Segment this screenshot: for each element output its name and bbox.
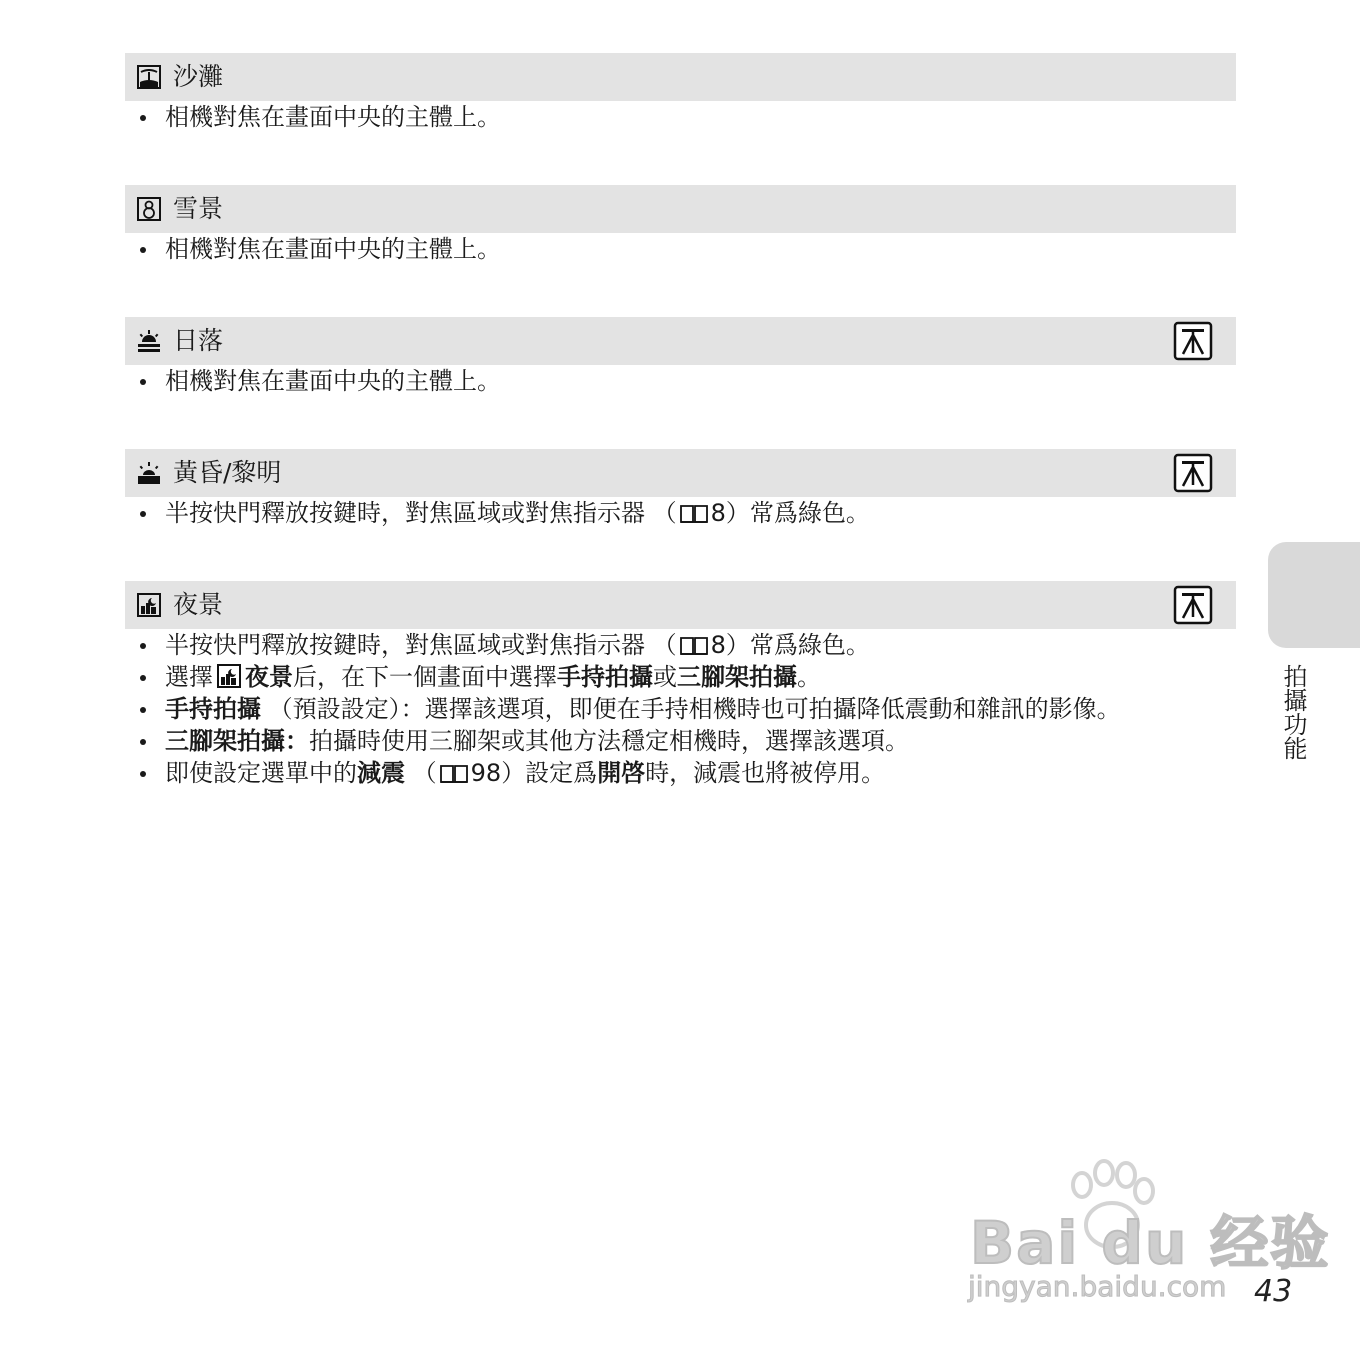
page-reference: 8 xyxy=(710,499,726,527)
tripod-icon xyxy=(1173,585,1213,625)
section-header xyxy=(125,53,1236,101)
bold-term: 減震 xyxy=(357,759,405,787)
bold-term: 三腳架拍攝： xyxy=(165,727,309,755)
text-fragment: 半按快門釋放按鍵時，對焦區域或對焦指示器 （ xyxy=(165,499,677,527)
section-title: 雪景 xyxy=(173,194,224,223)
bullet-list xyxy=(125,497,1236,529)
book-reference-icon xyxy=(679,634,709,656)
section-header xyxy=(125,581,1236,629)
page-reference: 98 xyxy=(470,759,502,787)
book-reference-icon xyxy=(439,762,469,784)
text-fragment: 后，在下一個畫面中選擇 xyxy=(293,663,557,691)
bold-term: 夜景 xyxy=(245,663,293,691)
text-fragment: 拍攝時使用三腳架或其他方法穩定相機時，選擇該選項。 xyxy=(309,727,909,755)
text-fragment: 即使設定選單中的 xyxy=(165,759,357,787)
bullet-list xyxy=(125,101,1236,133)
text-fragment: 或 xyxy=(653,663,677,691)
section-dusk-dawn xyxy=(125,449,1236,529)
tripod-icon xyxy=(1173,453,1213,493)
text-fragment: 。 xyxy=(797,663,821,691)
snow-scene-icon xyxy=(137,197,161,221)
bullet-list xyxy=(125,365,1236,397)
beach-scene-icon xyxy=(137,65,161,89)
text-fragment: 選擇 xyxy=(165,663,213,691)
bullet-item xyxy=(125,661,1236,693)
bold-term: 手持拍攝 xyxy=(557,663,653,691)
section-header xyxy=(125,317,1236,365)
bullet-item: 相機對焦在畫面中央的主體上。 xyxy=(125,233,1236,265)
bullet-list xyxy=(125,233,1236,265)
text-fragment: （ xyxy=(405,759,437,787)
section-header xyxy=(125,449,1236,497)
section-title: 黃昏/黎明 xyxy=(173,458,282,487)
bullet-item: 相機對焦在畫面中央的主體上。 xyxy=(125,101,1236,133)
chapter-tab xyxy=(1268,542,1360,648)
bullet-item xyxy=(125,693,1236,725)
night-landscape-scene-icon xyxy=(137,593,161,617)
section-beach xyxy=(125,53,1236,133)
section-header xyxy=(125,185,1236,233)
section-title: 夜景 xyxy=(173,590,224,619)
bullet-item xyxy=(125,497,1236,529)
bold-term: 開啓 xyxy=(597,759,646,787)
text-fragment: 半按快門釋放按鍵時，對焦區域或對焦指示器 （ xyxy=(165,631,677,659)
section-night-landscape xyxy=(125,581,1236,789)
bold-term: 手持拍攝 xyxy=(165,695,261,723)
bullet-item xyxy=(125,629,1236,661)
text-fragment: 時，減震也將被停用。 xyxy=(645,759,886,787)
text-fragment: ）常爲綠色。 xyxy=(725,631,870,659)
bullet-item xyxy=(125,725,1236,757)
watermark-url: jingyan.baidu.com xyxy=(968,1270,1227,1303)
section-title: 日落 xyxy=(173,326,224,355)
bold-term: 三腳架拍攝 xyxy=(677,663,797,691)
text-fragment: ）常爲綠色。 xyxy=(725,499,870,527)
text-fragment: （預設設定）：選擇該選項，即便在手持相機時也可拍攝降低震動和雜訊的影像。 xyxy=(261,695,1121,723)
bullet-item: 相機對焦在畫面中央的主體上。 xyxy=(125,365,1236,397)
page-number: 43 xyxy=(1254,1274,1293,1309)
bullet-list xyxy=(125,629,1236,789)
book-reference-icon xyxy=(679,502,709,524)
night-landscape-scene-icon xyxy=(217,664,241,688)
section-title: 沙灘 xyxy=(173,62,224,91)
tripod-icon xyxy=(1173,321,1213,361)
section-sunset xyxy=(125,317,1236,397)
page-reference: 8 xyxy=(710,631,726,659)
section-snow xyxy=(125,185,1236,265)
chapter-tab-label: 拍攝功能 xyxy=(1279,664,1307,760)
watermark-brand: Bai du 经验 xyxy=(970,1209,1331,1277)
bullet-item xyxy=(125,757,1236,789)
sunset-scene-icon xyxy=(137,329,161,353)
text-fragment: ）設定爲 xyxy=(501,759,598,787)
dusk-dawn-scene-icon xyxy=(137,461,161,485)
